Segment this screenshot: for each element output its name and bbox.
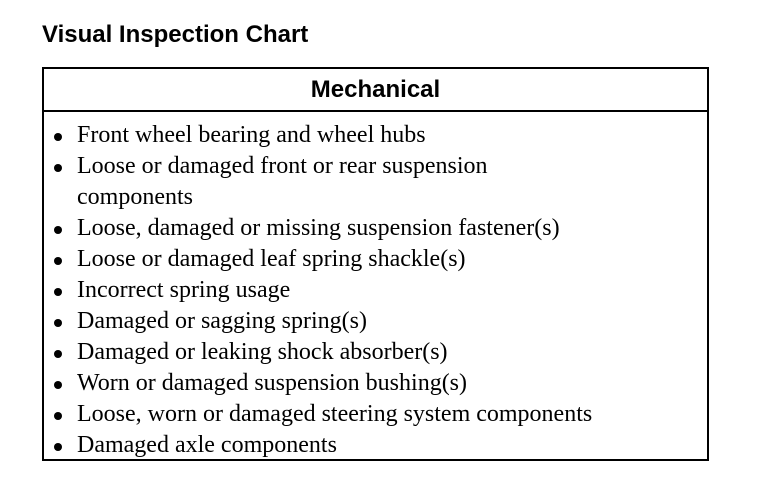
bullet-icon (54, 412, 62, 420)
list-item (44, 120, 707, 151)
bullet-icon (54, 257, 62, 265)
list-item (44, 306, 707, 337)
list-item (44, 430, 707, 461)
page-title: Visual Inspection Chart (42, 21, 309, 48)
list-item-text-line: components (77, 184, 193, 210)
bullet-icon (54, 381, 62, 389)
bullet-icon (54, 133, 62, 141)
bullet-icon (54, 164, 62, 172)
table-header-mechanical: Mechanical (44, 69, 707, 112)
inspection-table (42, 67, 709, 461)
list-item-text: Damaged or sagging spring(s) (77, 308, 367, 334)
list-item-text: Loose, damaged or missing suspension fastener(s) (77, 215, 560, 241)
list-item-text: Damaged or leaking shock absorber(s) (77, 339, 448, 365)
list-item-text: Worn or damaged suspension bushing(s) (77, 370, 468, 396)
bullet-icon (54, 319, 62, 327)
list-item-text (77, 151, 488, 213)
list-item (44, 275, 707, 306)
list-item-text: Front wheel bearing and wheel hubs (77, 122, 426, 148)
list-item-text: Incorrect spring usage (77, 277, 291, 303)
bullet-icon (54, 350, 62, 358)
list-item (44, 151, 707, 213)
inspection-item-list (44, 112, 707, 461)
bullet-icon (54, 226, 62, 234)
bullet-icon (54, 443, 62, 451)
list-item-text: Loose, worn or damaged steering system components (77, 401, 593, 427)
list-item (44, 244, 707, 275)
list-item-text: Loose or damaged leaf spring shackle(s) (77, 246, 466, 272)
list-item (44, 337, 707, 368)
bullet-icon (54, 288, 62, 296)
list-item (44, 213, 707, 244)
list-item (44, 368, 707, 399)
list-item-text: Damaged axle components (77, 432, 337, 458)
list-item-text-line: Loose or damaged front or rear suspension (77, 153, 488, 179)
list-item (44, 399, 707, 430)
